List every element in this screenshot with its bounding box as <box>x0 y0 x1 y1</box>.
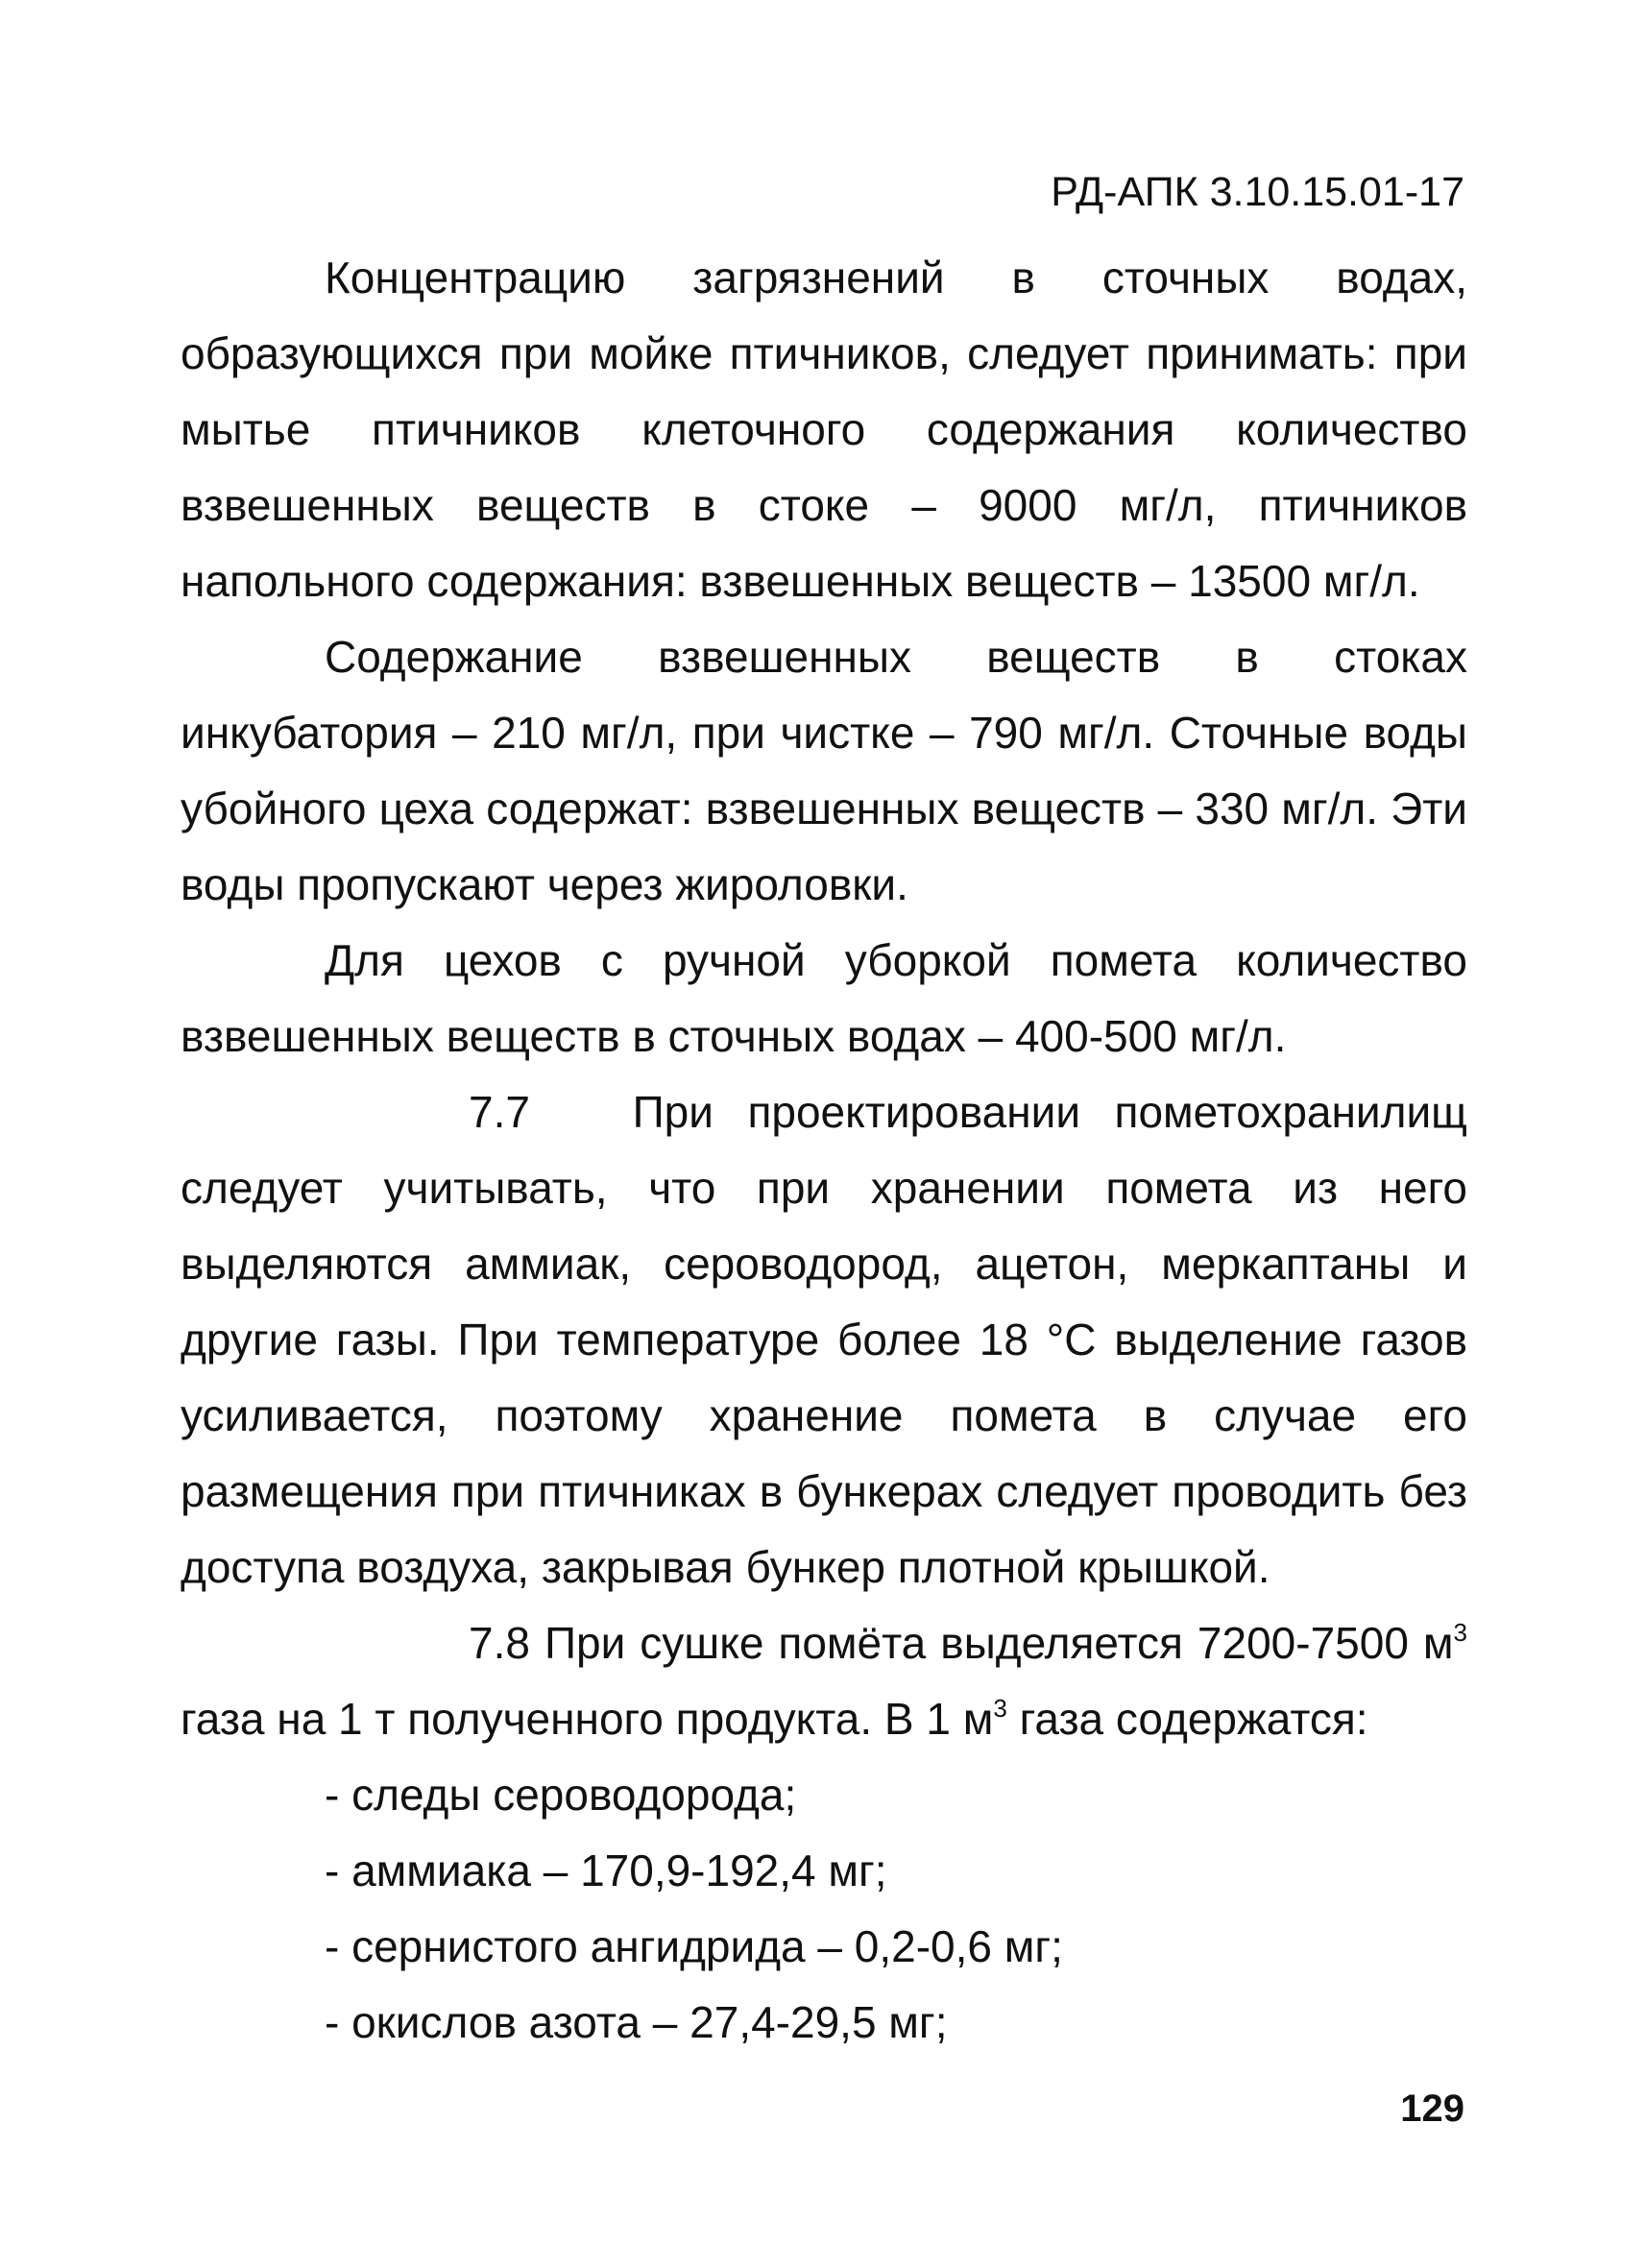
paragraph-incubator: Содержание взвешенных веществ в стоках инкубатория – 210 мг/л, при чистке – 790 мг/л. Сточные воды убойного цеха содержат: взвешенных веществ – 330 мг/л. Эти воды пропускают через жироловки. <box>181 632 1467 909</box>
body-text <box>181 240 1467 2061</box>
section-number-7-8: 7.8 <box>469 1618 530 1668</box>
paragraph-7-8-text-3: газа содержатся: <box>1006 1694 1368 1744</box>
paragraph-7-8-text-1: При сушке помёта выделяется 7200-7500 м <box>544 1618 1454 1668</box>
list-item: - аммиака – 170,9-192,4 мг; <box>325 1846 887 1895</box>
paragraph-7-7 <box>181 1074 1467 1605</box>
paragraph-wastewater-washing: Концентрацию загрязнений в сточных водах, образующихся при мойке птичников, следует принимать: при мытье птичников клеточного содержания количество взвешенных веществ в стоке – 9000 мг/л, птичников напольного содержания: взвешенных веществ – 13500 мг/л. <box>181 253 1467 606</box>
paragraph-7-8-text-2: газа на 1 т полученного продукта. В 1 м <box>181 1694 994 1744</box>
paragraph-manual-cleaning: Для цехов с ручной уборкой помета количество взвешенных веществ в сточных водах – 400-500 мг/л. <box>181 935 1467 1061</box>
paragraph-7-7-text: При проектировании пометохранилищ следует учитывать, что при хранении помета из него выделяются аммиак, сероводород, ацетон, меркаптаны и другие газы. При температуре более 18 °С выделение газов усиливается, поэтому хранение помета в случае его размещения при птичниках в бункерах следует проводить без доступа воздуха, закрывая бункер плотной крышкой. <box>181 1087 1467 1592</box>
page-number: 129 <box>1400 2087 1464 2130</box>
gas-composition-list <box>181 1757 1467 2061</box>
list-item: - сернистого ангидрида – 0,2-0,6 мг; <box>325 1921 1063 1971</box>
superscript-cubic-1: 3 <box>1453 1617 1467 1647</box>
section-number-7-7: 7.7 <box>469 1087 530 1137</box>
superscript-cubic-2: 3 <box>993 1693 1007 1723</box>
list-item: - окислов азота – 27,4-29,5 мг; <box>325 1997 948 2047</box>
document-code: РД-АПК 3.10.15.01-17 <box>1051 169 1464 215</box>
list-item: - следы сероводорода; <box>325 1770 797 1820</box>
paragraph-7-8 <box>181 1605 1467 1757</box>
